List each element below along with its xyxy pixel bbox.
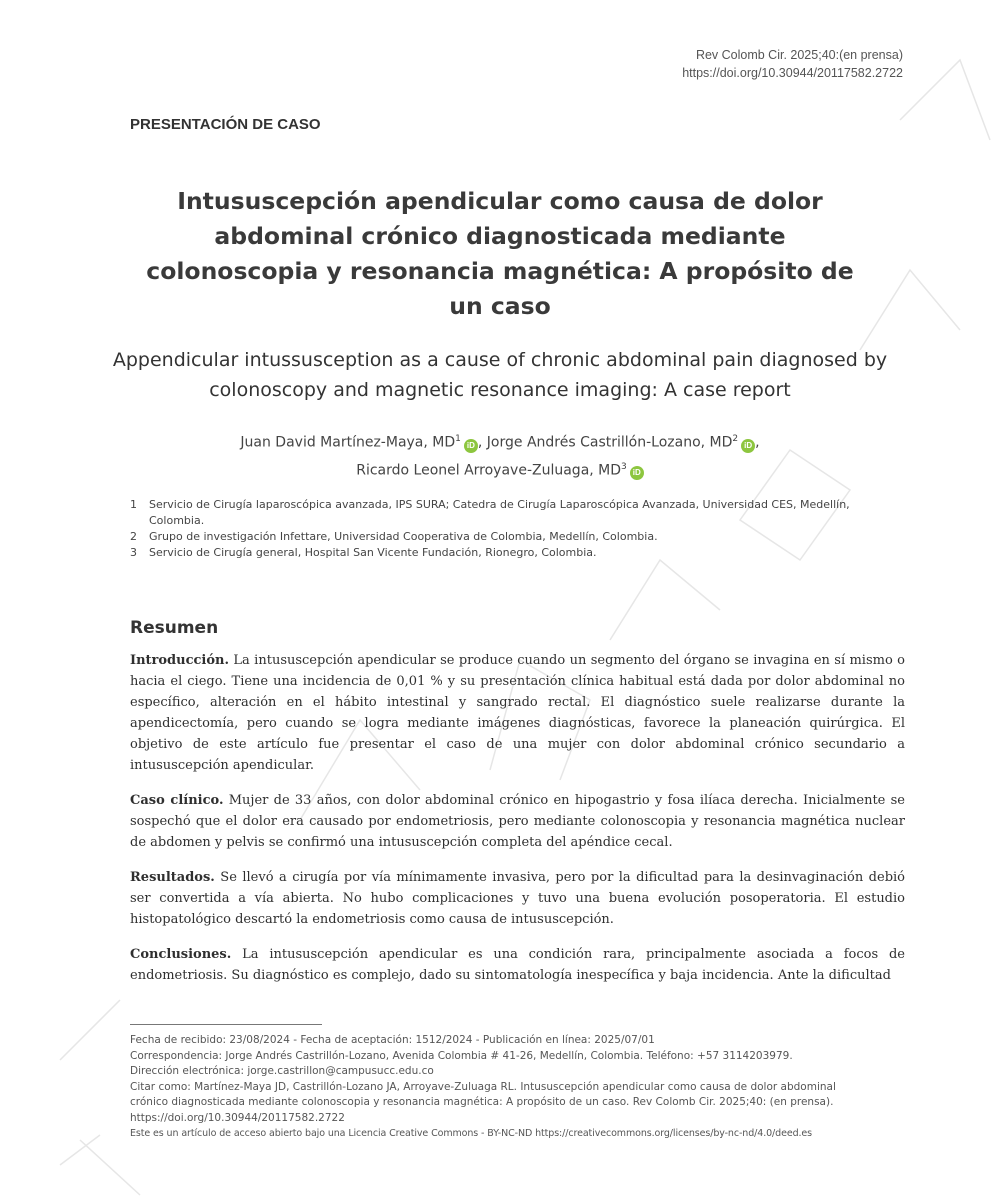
section-label: PRESENTACIÓN DE CASO xyxy=(130,116,321,133)
footnote-correspondence: Correspondencia: Jorge Andrés Castrillón-Lozano, Avenida Colombia # 41-26, Medellín, Colombia. Teléfono: +57 3114203979. xyxy=(130,1049,793,1062)
abstract-section-label: Introducción. xyxy=(130,653,230,668)
footnotes xyxy=(130,1033,905,1142)
affiliation-item xyxy=(130,545,905,561)
abstract-section-text: La intususcepción apendicular se produce cuando un segmento del órgano se invagina en sí mismo o hacia el ciego. Tiene una incidencia de 0,01 % y su presentación clínica habitual está dada por dolor abdominal no específico, alteración en el hábito intestinal y sangrado rectal. El diagnóstico suele realizarse durante la apendicectomía, pero cuando se logra mediante imágenes diagnósticas, favorece la planeación quirúrgica. El objetivo de este artículo fue presentar el caso de una mujer con dolor abdominal crónico secundario a intususcepción apendicular. xyxy=(130,653,906,773)
author-separator: , xyxy=(755,434,760,451)
abstract-heading: Resumen xyxy=(130,618,219,638)
author-affil-number: 1 xyxy=(455,434,461,444)
affiliation-number: 3 xyxy=(130,546,137,559)
journal-header xyxy=(682,46,903,82)
footnote-divider xyxy=(130,1024,322,1025)
author-list xyxy=(130,427,870,482)
abstract-body xyxy=(130,650,905,1000)
abstract-section-text: Se llevó a cirugía por vía mínimamente invasiva, pero por la dificultad para la desinvaginación debió ser convertida a vía abierta. No hubo complicaciones y tuvo una buena evolución posoperatoria. El estudio histopatológico descartó la endometriosis como causa de intususcepción. xyxy=(130,870,906,927)
footnote-citation-doi[interactable]: https://doi.org/10.30944/20117582.2722 xyxy=(130,1111,345,1124)
abstract-paragraph-conclusions xyxy=(130,944,905,986)
abstract-paragraph-case xyxy=(130,790,905,853)
abstract-section-text: Mujer de 33 años, con dolor abdominal crónico en hipogastrio y fosa ilíaca derecha. Inicialmente se sospechó que el dolor era causado por endometriosis, pero mediante colonoscopia y resonancia magnética nuclear de abdomen y pelvis se confirmó una intususcepción completa del apéndice cecal. xyxy=(130,793,905,850)
affiliation-item xyxy=(130,497,905,529)
affiliation-text: Servicio de Cirugía laparoscópica avanzada, IPS SURA; Catedra de Cirugía Laparoscópica Avanzada, Universidad CES, Medellín, Colombia. xyxy=(149,498,850,527)
footnote-email[interactable]: Dirección electrónica: jorge.castrillon@campusucc.edu.co xyxy=(130,1065,434,1077)
author-name: Juan David Martínez-Maya, MD xyxy=(240,434,456,451)
affiliation-text: Grupo de investigación Infettare, Universidad Cooperativa de Colombia, Medellín, Colombia. xyxy=(149,530,658,543)
affiliations-list xyxy=(130,497,905,561)
abstract-section-label: Resultados. xyxy=(130,870,215,885)
abstract-section-text: La intususcepción apendicular es una condición rara, principalmente asociada a focos de endometriosis. Su diagnóstico es complejo, dado su sintomatología inespecífica y baja incidencia. Ante la dificultad xyxy=(130,947,905,983)
affiliation-text: Servicio de Cirugía general, Hospital San Vicente Fundación, Rionegro, Colombia. xyxy=(149,546,597,559)
author-separator: , xyxy=(477,434,483,451)
orcid-icon[interactable]: iD xyxy=(741,439,755,453)
doi-link[interactable]: https://doi.org/10.30944/20117582.2722 xyxy=(682,66,903,80)
author-affil-number: 3 xyxy=(621,461,627,472)
abstract-paragraph-results xyxy=(130,867,905,930)
author-name: Ricardo Leonel Arroyave-Zuluaga, MD xyxy=(356,462,622,479)
affiliation-item xyxy=(130,529,905,545)
affiliation-number: 1 xyxy=(130,498,137,511)
journal-reference: Rev Colomb Cir. 2025;40:(en prensa) xyxy=(695,48,903,62)
abstract-section-label: Conclusiones. xyxy=(130,947,232,962)
footnote-dates: Fecha de recibido: 23/08/2024 - Fecha de aceptación: 1512/2024 - Publicación en línea: 2025/07/01 xyxy=(130,1034,655,1046)
abstract-section-label: Caso clínico. xyxy=(130,793,224,808)
footnote-citation-line2: crónico diagnosticada mediante colonoscopia y resonancia magnética: A propósito de un caso. Rev Colomb Cir. 2025;40: (en prensa). xyxy=(130,1096,834,1108)
article-title-spanish: Intususcepción apendicular como causa de dolor abdominal crónico diagnosticada mediante colonoscopia y resonancia magnética: A propósito de un caso xyxy=(146,187,854,320)
affiliation-number: 2 xyxy=(130,530,137,543)
author-affil-number: 2 xyxy=(732,434,739,444)
footnote-citation-line1: Citar como: Martínez-Maya JD, Castrillón-Lozano JA, Arroyave-Zuluaga RL. Intususcepción apendicular como causa de dolor abdominal xyxy=(130,1080,836,1093)
article-title-english: Appendicular intussusception as a cause of chronic abdominal pain diagnosed by colonoscopy and magnetic resonance imaging: A case report xyxy=(112,349,888,401)
abstract-paragraph-introduction xyxy=(130,650,905,776)
footnote-license[interactable]: Este es un artículo de acceso abierto bajo una Licencia Creative Commons - BY-NC-ND https://creativecommons.org/licenses/by-nc-nd/4.0/deed.es xyxy=(130,1128,813,1139)
orcid-icon[interactable]: iD xyxy=(464,439,478,453)
author-name: Jorge Andrés Castrillón-Lozano, MD xyxy=(486,434,733,451)
orcid-icon[interactable]: iD xyxy=(630,466,644,480)
